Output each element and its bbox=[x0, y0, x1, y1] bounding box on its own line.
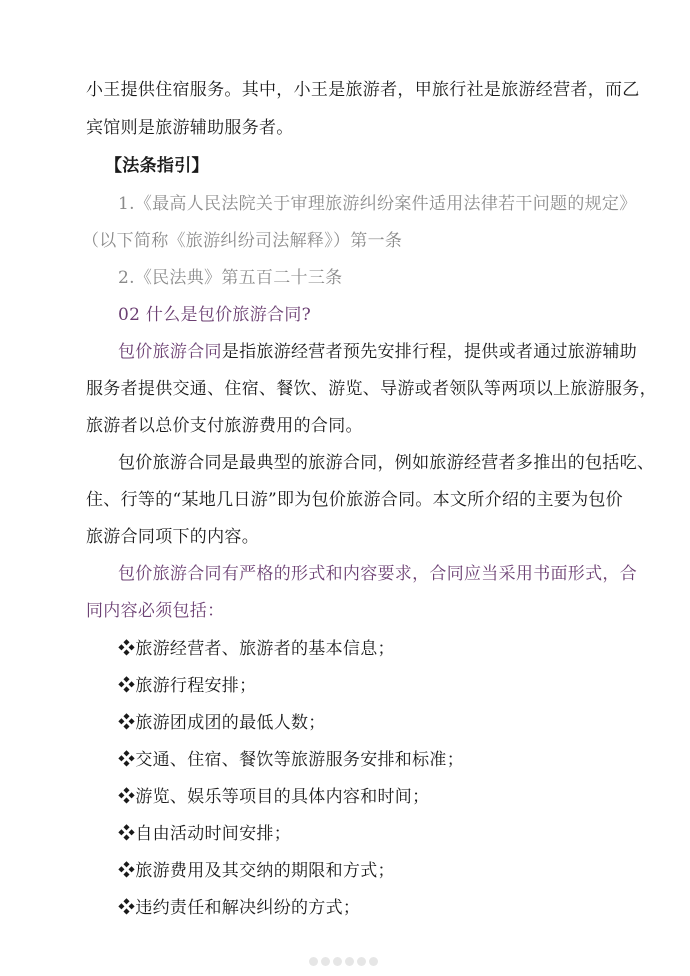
list-item-text: 自由活动时间安排； bbox=[135, 824, 292, 844]
list-item bbox=[118, 859, 395, 883]
dot-icon bbox=[321, 957, 330, 966]
paragraph-line: 小王提供住宿服务。其中，小王是旅游者，甲旅行社是旅游经营者，而乙 bbox=[86, 80, 640, 100]
legal-reference-item: 1.《最高人民法院关于审理旅游纠纷案件适用法律若干问题的规定》 bbox=[118, 194, 637, 214]
watermark-dots bbox=[309, 955, 381, 967]
dot-icon bbox=[333, 957, 342, 966]
list-item-text: 游览、娱乐等项目的具体内容和时间； bbox=[135, 787, 430, 807]
list-item bbox=[118, 896, 360, 920]
dot-icon bbox=[345, 957, 354, 966]
list-item-text: 旅游经营者、旅游者的基本信息； bbox=[135, 639, 395, 659]
bullet-icon: ❖ bbox=[118, 861, 136, 881]
dot-icon bbox=[369, 957, 378, 966]
bullet-icon: ❖ bbox=[118, 750, 136, 770]
paragraph-text: 有严格的形式和内容要求，合同应当采用书面形式，合 bbox=[221, 564, 638, 584]
list-item-text: 违约责任和解决纠纷的方式； bbox=[135, 898, 361, 918]
list-item-text: 交通、住宿、餐饮等旅游服务安排和标准； bbox=[135, 750, 465, 770]
paragraph-text: 是指旅游经营者预先安排行程，提供或者通过旅游辅助 bbox=[221, 342, 638, 362]
bullet-icon: ❖ bbox=[118, 639, 136, 659]
highlighted-term: 包价旅游合同 bbox=[118, 342, 222, 362]
bullet-icon: ❖ bbox=[118, 676, 136, 696]
bullet-icon: ❖ bbox=[118, 824, 136, 844]
paragraph-line: 宾馆则是旅游辅助服务者。 bbox=[86, 118, 294, 138]
list-item-text: 旅游团成团的最低人数； bbox=[135, 713, 326, 733]
bullet-icon: ❖ bbox=[118, 787, 136, 807]
paragraph-line: 同内容必须包括： bbox=[86, 601, 225, 621]
bullet-icon: ❖ bbox=[118, 713, 136, 733]
section-heading: 02 什么是包价旅游合同? bbox=[118, 305, 312, 325]
list-item bbox=[118, 711, 326, 735]
list-item-text: 旅游行程安排； bbox=[135, 676, 257, 696]
list-item bbox=[118, 674, 256, 698]
list-item-text: 旅游费用及其交纳的期限和方式； bbox=[135, 861, 395, 881]
dot-icon bbox=[309, 957, 318, 966]
paragraph-line: 服务者提供交通、住宿、餐饮、游览、导游或者领队等两项以上旅游服务， bbox=[86, 379, 657, 399]
paragraph-line bbox=[118, 340, 637, 364]
paragraph-line: 旅游合同项下的内容。 bbox=[86, 527, 259, 547]
paragraph-line: 包价旅游合同是最典型的旅游合同，例如旅游经营者多推出的包括吃、 bbox=[118, 453, 655, 473]
list-item bbox=[118, 822, 291, 846]
paragraph-line: 旅游者以总价支付旅游费用的合同。 bbox=[86, 416, 363, 436]
dot-icon bbox=[357, 957, 366, 966]
paragraph-line bbox=[118, 562, 637, 586]
list-item bbox=[118, 637, 395, 661]
list-item bbox=[118, 748, 464, 772]
bullet-icon: ❖ bbox=[118, 898, 136, 918]
highlighted-term: 包价旅游合同 bbox=[118, 564, 222, 584]
legal-reference-item: 2.《民法典》第五百二十三条 bbox=[118, 268, 343, 288]
paragraph-line: 住、行等的“某地几日游”即为包价旅游合同。本文所介绍的主要为包价 bbox=[86, 490, 623, 510]
legal-reference-heading: 【法条指引】 bbox=[105, 156, 209, 176]
legal-reference-item-continued: （以下简称《旅游纠纷司法解释》）第一条 bbox=[82, 231, 403, 251]
list-item bbox=[118, 785, 429, 809]
